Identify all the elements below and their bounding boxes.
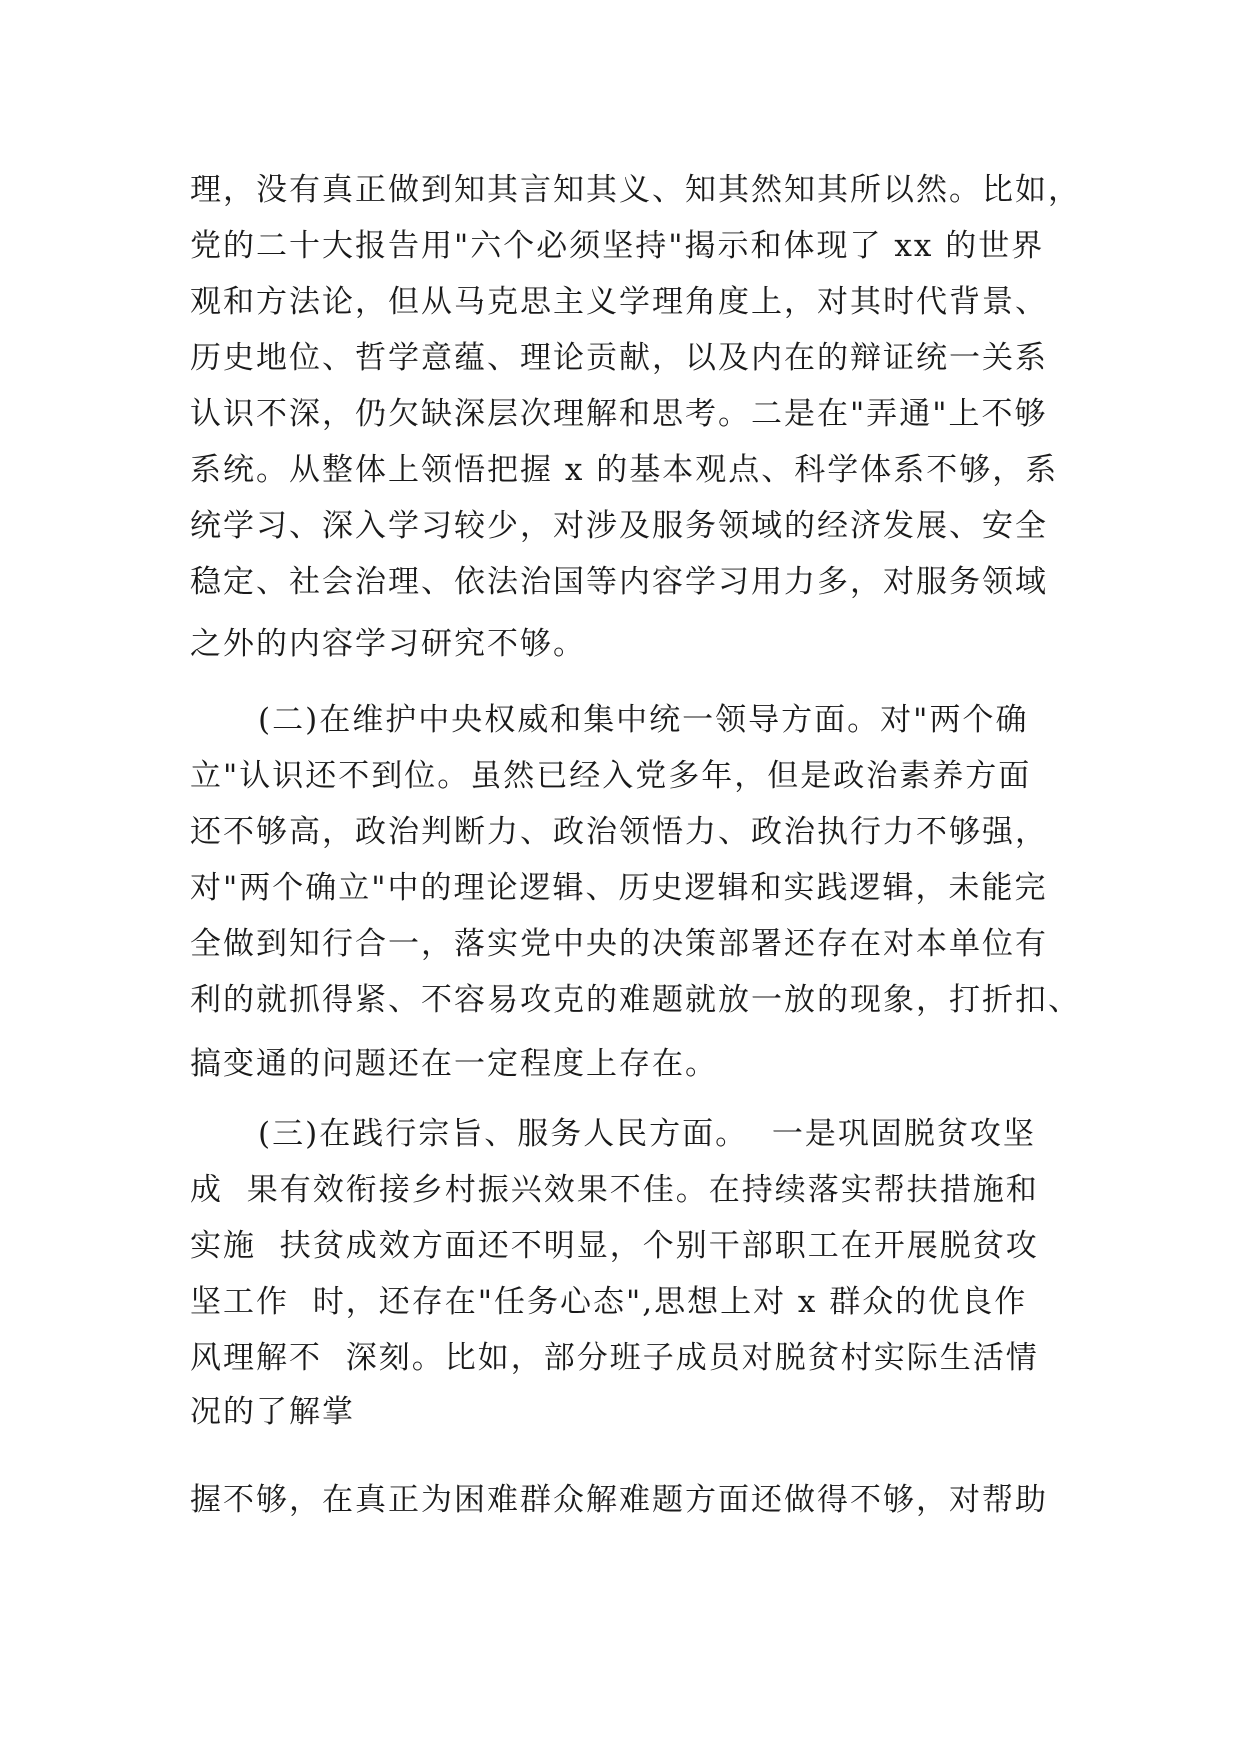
text-line: 全做到知行合一，落实党中央的决策部署还存在对本单位有 [190, 926, 1048, 962]
text-line: 搞变通的问题还在一定程度上存在。 [190, 1046, 718, 1082]
text-line: 握不够，在真正为困难群众解难题方面还做得不够，对帮助 [190, 1482, 1048, 1518]
text-line: 稳定、社会治理、依法治国等内容学习用力多，对服务领域 [190, 564, 1048, 600]
text-line: 观和方法论，但从马克思主义学理角度上，对其时代背景、 [190, 284, 1048, 320]
text-line: 之外的内容学习研究不够。 [190, 626, 586, 662]
text-line: 利的就抓得紧、不容易攻克的难题就放一放的现象，打折扣、 [190, 982, 1081, 1018]
text-line: 还不够高，政治判断力、政治领悟力、政治执行力不够强， [190, 814, 1048, 850]
text-line: 坚工作 时，还存在"任务心态",思想上对 x 群众的优良作 [190, 1284, 1028, 1320]
text-line: 党的二十大报告用"六个必须坚持"揭示和体现了 xx 的世界 [190, 228, 1045, 264]
text-line: 对"两个确立"中的理论逻辑、历史逻辑和实践逻辑，未能完 [190, 870, 1048, 906]
text-line: 成 果有效衔接乡村振兴效果不佳。在持续落实帮扶措施和 [190, 1172, 1039, 1208]
text-line: 系统。从整体上领悟把握 x 的基本观点、科学体系不够，系 [190, 452, 1059, 488]
section-heading-line: (二)在维护中央权威和集中统一领导方面。对"两个确 [258, 702, 1029, 738]
text-line: 况的了解掌 [190, 1394, 355, 1430]
text-line: 风理解不 深刻。比如，部分班子成员对脱贫村实际生活情 [190, 1340, 1039, 1376]
text-line: 统学习、深入学习较少，对涉及服务领域的经济发展、安全 [190, 508, 1048, 544]
text-line: 认识不深，仍欠缺深层次理解和思考。二是在"弄通"上不够 [190, 396, 1048, 432]
text-line: 理，没有真正做到知其言知其义、知其然知其所以然。比如， [190, 172, 1081, 208]
text-line: 实施 扶贫成效方面还不明显，个别干部职工在开展脱贫攻 [190, 1228, 1039, 1264]
section-heading-line: (三)在践行宗旨、服务人民方面。 一是巩固脱贫攻坚 [258, 1116, 1036, 1152]
text-line: 历史地位、哲学意蕴、理论贡献，以及内在的辩证统一关系 [190, 340, 1048, 376]
text-line: 立"认识还不到位。虽然已经入党多年，但是政治素养方面 [190, 758, 1032, 794]
